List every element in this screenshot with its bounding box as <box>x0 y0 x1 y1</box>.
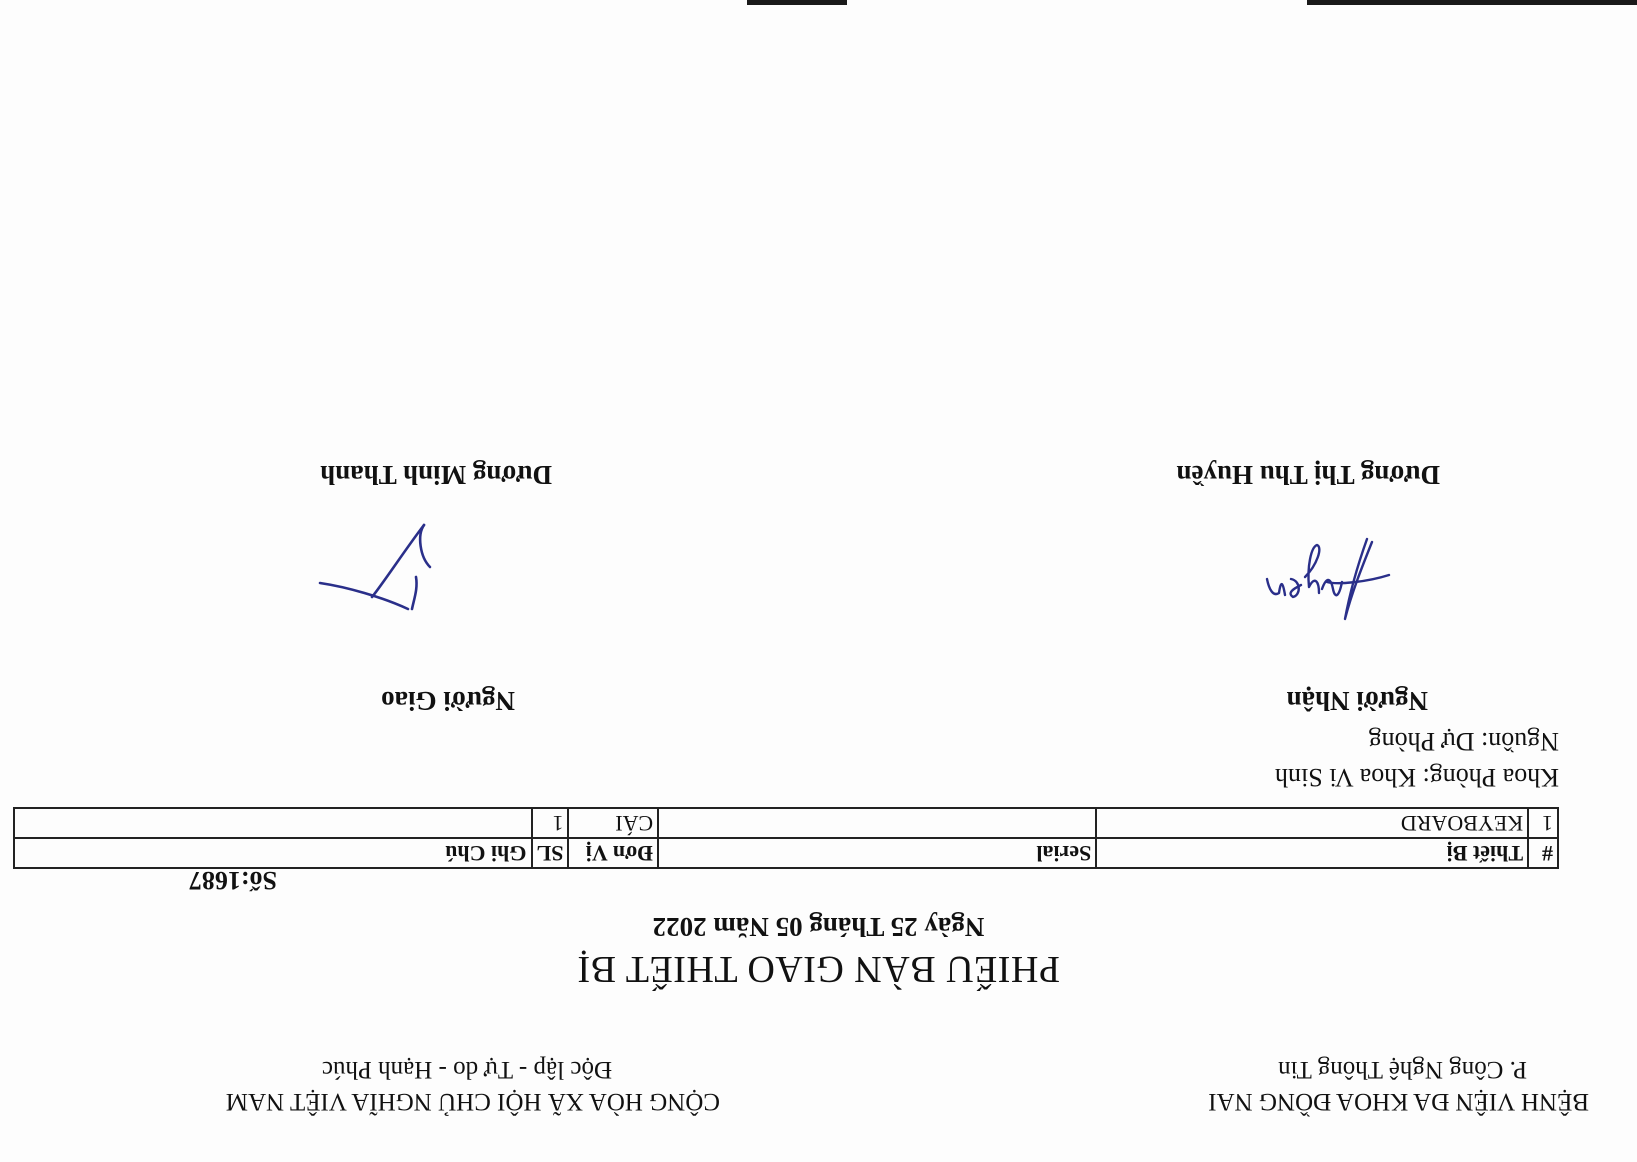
cell-device: KEYBOARD <box>1096 808 1528 838</box>
cell-index: 1 <box>1528 808 1558 838</box>
document-number: Số:1687 <box>188 866 277 895</box>
department-info: Khoa Phòng: Khoa Vi Sinh <box>1275 763 1559 792</box>
col-unit-header: Đơn Vị <box>568 838 658 868</box>
cell-qty: 1 <box>532 808 569 838</box>
col-device-header: Thiết Bị <box>1096 838 1528 868</box>
hospital-name: BỆNH VIỆN ĐA KHOA ĐỒNG NAI <box>1208 1088 1589 1115</box>
document-date: Ngày 25 Tháng 05 Năm 2022 <box>652 912 985 942</box>
deliverer-name: Dương Minh Thanh <box>320 460 552 490</box>
table-header-row <box>14 838 1558 868</box>
scan-edge <box>1307 0 1637 5</box>
receiver-signature <box>1247 527 1397 637</box>
col-note-header: Ghi Chú <box>14 838 532 868</box>
deliverer-role: Người Giao <box>381 686 515 716</box>
document-title: PHIẾU BÀN GIAO THIẾT BỊ <box>577 948 1060 990</box>
cell-note <box>14 808 532 838</box>
cell-unit: CÁI <box>568 808 658 838</box>
cell-serial <box>658 808 1096 838</box>
equipment-table <box>13 807 1559 869</box>
receiver-role: Người Nhận <box>1286 686 1428 716</box>
deliverer-signature <box>307 517 442 627</box>
col-qty-header: SL <box>532 838 569 868</box>
source-info: Nguồn: Dự Phòng <box>1368 727 1559 756</box>
col-index-header: # <box>1528 838 1558 868</box>
table-row <box>14 808 1558 838</box>
department-name: P. Công Nghệ Thông Tin <box>1278 1056 1527 1083</box>
national-motto: Độc lập - Tự do - Hạnh Phúc <box>321 1056 612 1083</box>
country-name: CỘNG HÒA XÃ HỘI CHỦ NGHĨA VIỆT NAM <box>225 1088 720 1115</box>
receiver-name: Dương Thị Thu Huyền <box>1176 460 1440 490</box>
col-serial-header: Serial <box>658 838 1096 868</box>
scan-edge <box>747 0 847 5</box>
